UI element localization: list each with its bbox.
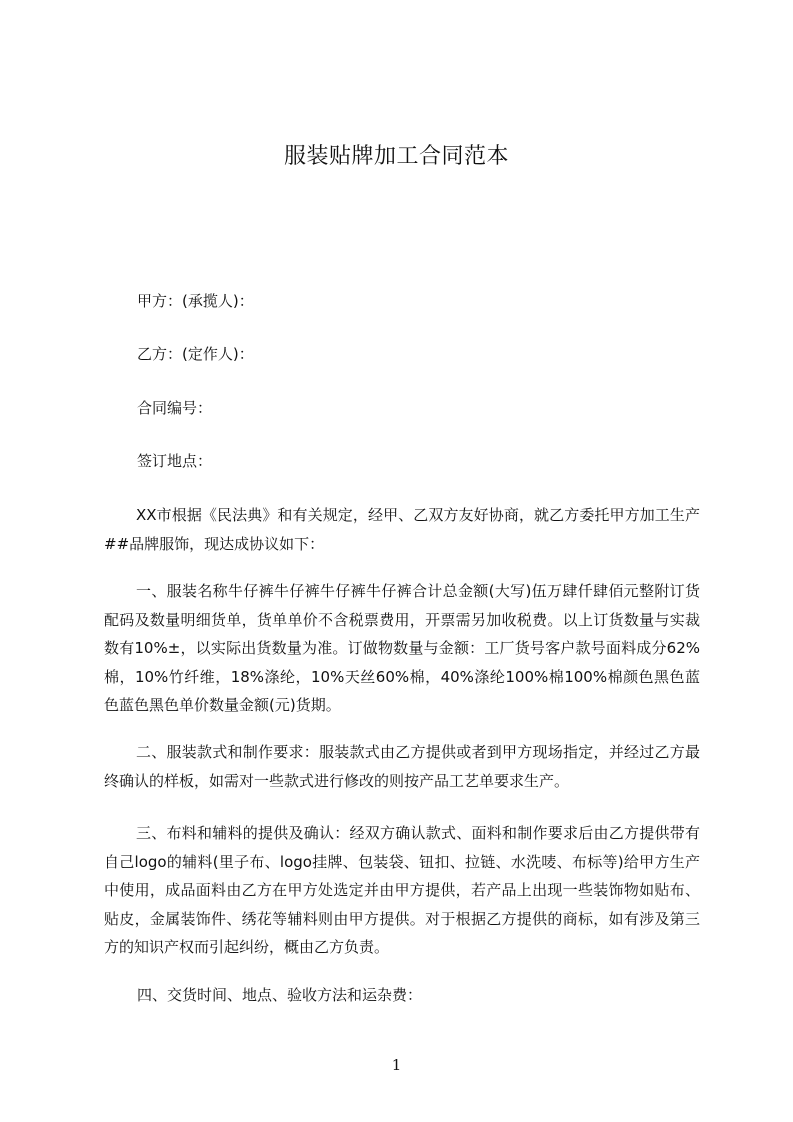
- clause-1-paragraph: 一、服装名称牛仔裤牛仔裤牛仔裤牛仔裤合计总金额(大写)伍万肆仟肆佰元整附订货配码及数量明细货单，货单单价不含税票费用，开票需另加收税费。以上订货数量与实裁数有10%±，以实际出货数量为准。订做物数量与金额：工厂货号客户款号面料成分62%棉，10%竹纤维，18%涤纶，10%天丝60%棉，40%涤纶100%棉100%棉颜色黑色蓝色蓝色黑色单价数量金额(元)货期。: [104, 582, 700, 714]
- page-number: 1: [391, 1056, 402, 1074]
- intro-paragraph: XX市根据《民法典》和有关规定，经甲、乙双方友好协商，就乙方委托甲方加工生产##品牌服饰，现达成协议如下：: [104, 506, 700, 553]
- clause-4-heading: 四、交货时间、地点、验收方法和运杂费：: [137, 986, 423, 1004]
- page-title: 服装贴牌加工合同范本: [283, 144, 509, 169]
- clause-3-paragraph: 三、布料和辅料的提供及确认：经双方确认款式、面料和制作要求后由乙方提供带有自己logo的辅料(里子布、logo挂牌、包装袋、钮扣、拉链、水洗唛、布标等)给甲方生产中使用，成品面料由乙方在甲方处选定并由甲方提供，若产品上出现一些装饰物如贴布、贴皮，金属装饰件、绣花等辅料则由甲方提供。对于根据乙方提供的商标，如有涉及第三方的知识产权而引起纠纷，概由乙方负责。: [104, 824, 700, 956]
- party-a-field: 甲方：(承揽人)：: [137, 292, 254, 310]
- party-b-field: 乙方：(定作人)：: [137, 345, 254, 363]
- clause-2-paragraph: 二、服装款式和制作要求：服装款式由乙方提供或者到甲方现场指定，并经过乙方最终确认的样板，如需对一些款式进行修改的则按产品工艺单要求生产。: [104, 743, 700, 790]
- contract-number-field: 合同编号：: [137, 399, 213, 417]
- signing-place-field: 签订地点：: [137, 452, 213, 470]
